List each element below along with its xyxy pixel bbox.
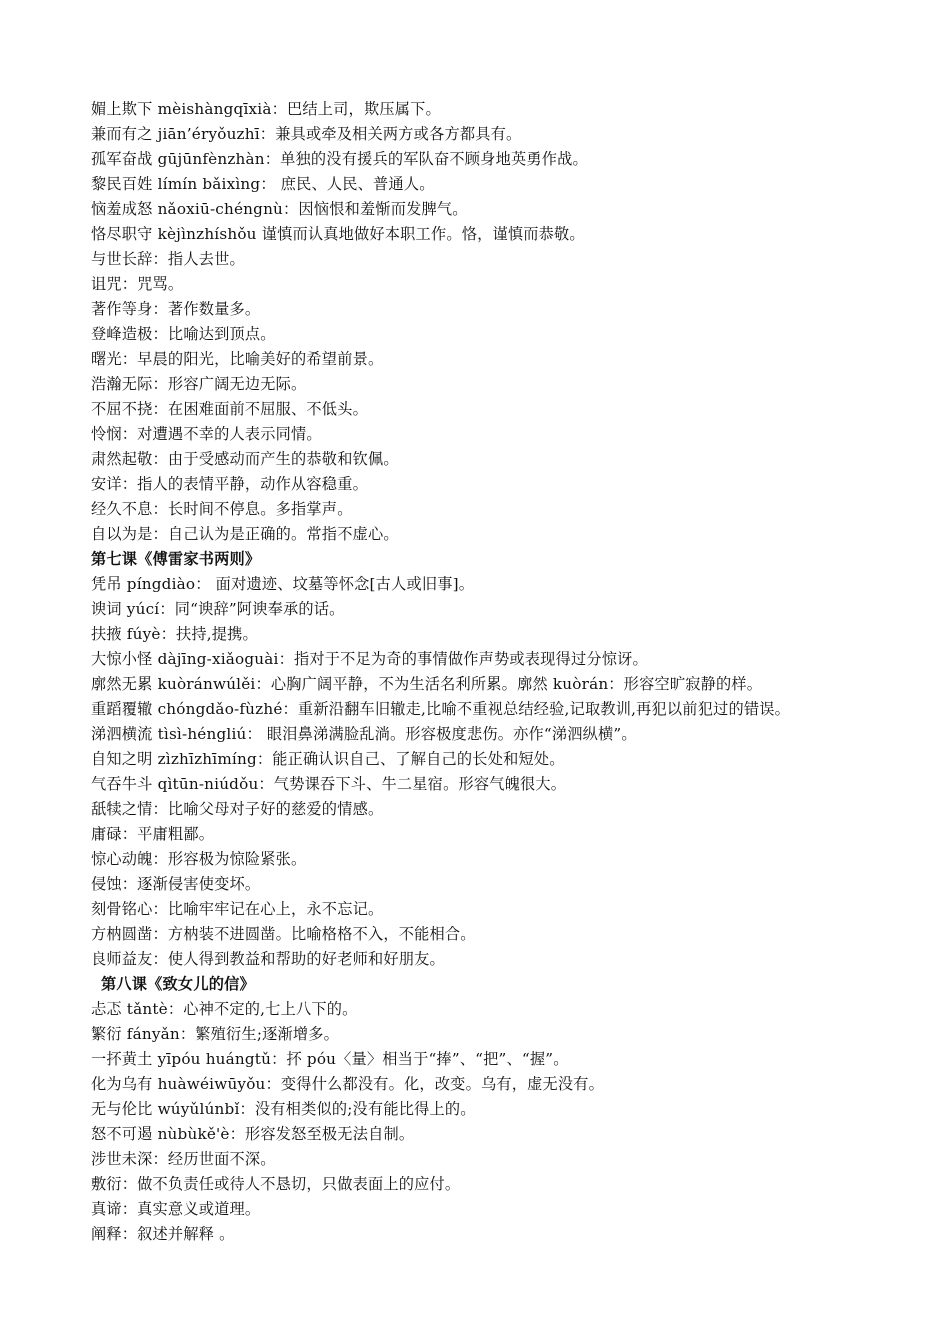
vocabulary-entry: 刻骨铭心：比喻牢牢记在心上，永不忘记。 bbox=[91, 900, 384, 918]
vocabulary-entry: 浩瀚无际：形容广阔无边无际。 bbox=[91, 375, 307, 393]
vocabulary-entry: 与世长辞：指人去世。 bbox=[91, 250, 245, 268]
vocabulary-entry: 庸碌：平庸粗鄙。 bbox=[91, 825, 215, 843]
vocabulary-entry: 化为乌有 huàwéiwūyǒu：变得什么都没有。化，改变。乌有，虚无没有。 bbox=[91, 1075, 605, 1093]
vocabulary-entry: 怜悯：对遭遇不幸的人表示同情。 bbox=[91, 425, 322, 443]
vocabulary-entry: 孤军奋战 gūjūnfènzhàn：单独的没有援兵的军队奋不顾身地英勇作战。 bbox=[91, 150, 588, 168]
vocabulary-entry: 自以为是：自己认为是正确的。常指不虚心。 bbox=[91, 525, 399, 543]
vocabulary-entry: 经久不息：长时间不停息。多指掌声。 bbox=[91, 500, 353, 518]
vocabulary-entry: 一抔黄土 yīpóu huángtǔ：抔 póu〈量〉相当于“捧”、“把”、“握”。 bbox=[91, 1050, 569, 1068]
vocabulary-entry: 涉世未深：经历世面不深。 bbox=[91, 1150, 276, 1168]
vocabulary-entry: 凭吊 píngdiào： 面对遗迹、坟墓等怀念[古人或旧事]。 bbox=[91, 575, 475, 593]
vocabulary-entry: 扶掖 fúyè：扶持,提携。 bbox=[91, 625, 258, 643]
vocabulary-entry: 自知之明 zìzhīzhīmíng：能正确认识自己、了解自己的长处和短处。 bbox=[91, 750, 565, 768]
vocabulary-entry: 曙光：早晨的阳光，比喻美好的希望前景。 bbox=[91, 350, 384, 368]
vocabulary-entry: 繁衍 fányǎn：繁殖衍生;逐渐增多。 bbox=[91, 1025, 340, 1043]
vocabulary-entry: 媚上欺下 mèishàngqīxià：巴结上司，欺压属下。 bbox=[91, 100, 441, 118]
lesson-heading: 第八课《致女儿的信》 bbox=[101, 975, 255, 993]
vocabulary-entry: 良师益友：使人得到教益和帮助的好老师和好朋友。 bbox=[91, 950, 445, 968]
vocabulary-entry: 忐忑 tǎntè：心神不定的,七上八下的。 bbox=[91, 1000, 358, 1018]
vocabulary-entry: 真谛：真实意义或道理。 bbox=[91, 1200, 261, 1218]
vocabulary-entry: 怒不可遏 nùbùkě'è：形容发怒至极无法自制。 bbox=[91, 1125, 415, 1143]
vocabulary-entry: 方枘圆凿：方枘装不进圆凿。比喻格格不入，不能相合。 bbox=[91, 925, 476, 943]
vocabulary-entry: 恪尽职守 kèjìnzhíshǒu 谨慎而认真地做好本职工作。恪，谨慎而恭敬。 bbox=[91, 225, 585, 243]
vocabulary-entry: 不屈不挠：在困难面前不屈服、不低头。 bbox=[91, 400, 368, 418]
vocabulary-entry: 舐犊之情：比喻父母对子好的慈爱的情感。 bbox=[91, 800, 384, 818]
lesson-heading: 第七课《傅雷家书两则》 bbox=[91, 550, 261, 568]
vocabulary-entry: 兼而有之 jiān’éryǒuzhī：兼具或牵及相关两方或各方都具有。 bbox=[91, 125, 522, 143]
vocabulary-entry: 肃然起敬：由于受感动而产生的恭敬和钦佩。 bbox=[91, 450, 399, 468]
vocabulary-entry: 阐释：叙述并解释 。 bbox=[91, 1225, 235, 1243]
vocabulary-entry: 涕泗横流 tìsì-héngliú： 眼泪鼻涕满脸乱淌。形容极度悲伤。亦作“涕泗纵横”。 bbox=[91, 725, 637, 743]
vocabulary-entry: 侵蚀：逐渐侵害使变坏。 bbox=[91, 875, 261, 893]
vocabulary-entry: 恼羞成怒 nǎoxiū-chéngnù：因恼恨和羞惭而发脾气。 bbox=[91, 200, 468, 218]
vocabulary-entry: 登峰造极：比喻达到顶点。 bbox=[91, 325, 276, 343]
vocabulary-entry: 黎民百姓 límín bǎixìng： 庶民、人民、普通人。 bbox=[91, 175, 435, 193]
vocabulary-entry: 敷衍：做不负责任或待人不恳切，只做表面上的应付。 bbox=[91, 1175, 461, 1193]
vocabulary-entry: 气吞牛斗 qìtūn-niúdǒu：气势课吞下斗、牛二星宿。形容气魄很大。 bbox=[91, 775, 567, 793]
vocabulary-entry: 重蹈覆辙 chóngdǎo-fùzhé：重新沿翻车旧辙走,比喻不重视总结经验,记取教训,再犯以前犯过的错误。 bbox=[91, 700, 791, 718]
vocabulary-entry: 谀词 yúcí：同“谀辞”阿谀奉承的话。 bbox=[91, 600, 345, 618]
vocabulary-entry: 大惊小怪 dàjīng-xiǎoguài：指对于不足为奇的事情做作声势或表现得过分惊讶。 bbox=[91, 650, 648, 668]
vocabulary-entry: 无与伦比 wúyǔlúnbǐ：没有相类似的;没有能比得上的。 bbox=[91, 1100, 476, 1118]
vocabulary-entry: 安详：指人的表情平静，动作从容稳重。 bbox=[91, 475, 368, 493]
vocabulary-entry: 著作等身：著作数量多。 bbox=[91, 300, 261, 318]
vocabulary-entry: 诅咒：咒骂。 bbox=[91, 275, 184, 293]
vocabulary-entry: 惊心动魄：形容极为惊险紧张。 bbox=[91, 850, 307, 868]
vocabulary-entry: 廓然无累 kuòránwúlěi：心胸广阔平静，不为生活名利所累。廓然 kuòrán：形容空旷寂静的样。 bbox=[91, 675, 763, 693]
